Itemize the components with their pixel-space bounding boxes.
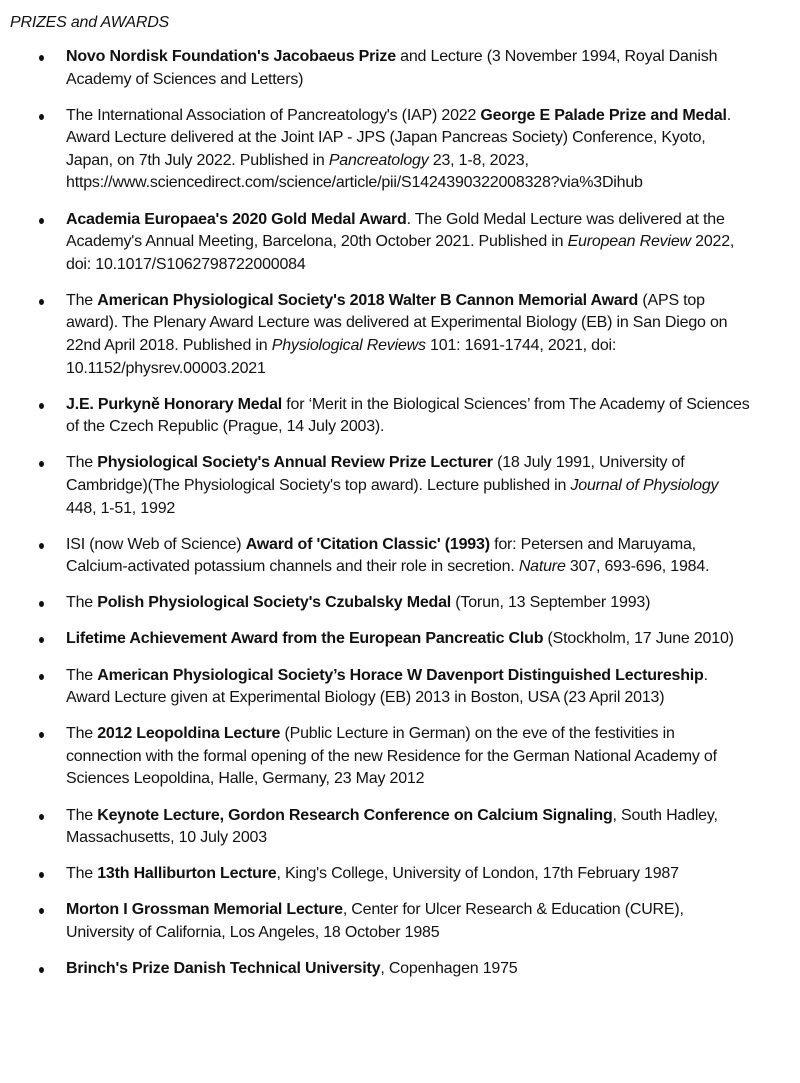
award-title: George E Palade Prize and Medal [480, 106, 727, 124]
award-title: Award of 'Citation Classic' (1993) [245, 535, 490, 553]
section-heading: PRIZES and AWARDS [10, 14, 170, 31]
award-list-item [10, 452, 790, 520]
award-list-item [10, 899, 790, 944]
award-detail: , King's College, University of London, 17th February 1987 [276, 865, 679, 883]
award-list-item [10, 805, 790, 850]
award-detail: , South Hadley, Massachusetts, 10 July 2003 [66, 806, 718, 847]
award-detail: The [66, 291, 98, 309]
award-title: American Physiological Society's 2018 Walter B Cannon Memorial Award [97, 291, 639, 309]
award-detail: (18 July 1991, University of Cambridge)(The Physiological Society's top award). Lecture published in [66, 454, 685, 494]
award-detail: . The Gold Medal Lecture was delivered at the Academy's Annual Meeting, Barcelona, 20th October 2021. Published in [66, 210, 725, 251]
award-title: Keynote Lecture, Gordon Research Conference on Calcium Signaling [97, 806, 613, 824]
award-detail: (Torun, 13 September 1993) [451, 594, 651, 612]
award-detail: . Award Lecture given at Experimental Biology (EB) 2013 in Boston, USA (23 April 2013) [66, 666, 708, 707]
award-detail: and Lecture (3 November 1994, Royal Danish Academy of Sciences and Letters) [66, 48, 718, 88]
journal-name: European Review [567, 233, 691, 251]
journal-name: Pancreatology [328, 151, 429, 169]
award-list-item [10, 534, 790, 579]
award-title: Polish Physiological Society's Czubalsky Medal [97, 594, 452, 612]
award-list-item [10, 592, 790, 615]
award-detail: , Center for Ulcer Research & Education (CURE), University of California, Los Angeles, 18 October 1985 [66, 901, 684, 941]
award-detail: The [66, 725, 98, 743]
award-title: Academia Europaea's 2020 Gold Medal Award [66, 210, 407, 228]
journal-name: Nature [518, 558, 566, 576]
award-detail: 307, 693-696, 1984. [565, 558, 710, 576]
award-list-item [10, 394, 790, 439]
award-list-item [10, 958, 790, 981]
award-title: Novo Nordisk Foundation's Jacobaeus Prize [66, 48, 396, 65]
journal-name: Journal of Physiology [570, 477, 719, 494]
award-list-item [10, 46, 790, 91]
award-title: Lifetime Achievement Award from the European Pancreatic Club [66, 630, 544, 648]
award-detail: for: Petersen and Maruyama, Calcium-activated potassium channels and their role in secretion. [66, 535, 696, 576]
award-title: 2012 Leopoldina Lecture [97, 725, 281, 743]
award-detail: 2022, doi: 10.1017/S1062798722000084 [66, 233, 735, 273]
award-detail: The [66, 865, 98, 883]
award-detail: The [66, 594, 98, 612]
award-detail: The International Association of Pancreatology's (IAP) 2022 [66, 106, 481, 124]
award-detail: (Public Lecture in German) on the eve of the festivities in connection with the formal opening of the new Residence for the German National Academy of Sciences Leopoldina, Halle, Germany, 23 May 2012 [66, 725, 717, 788]
award-title: Morton I Grossman Memorial Lecture [66, 901, 343, 919]
award-title: Physiological Society's Annual Review Prize Lecturer [97, 454, 493, 472]
journal-name: Physiological Reviews [271, 337, 426, 355]
award-title: J.E. Purkyně Honorary Medal [66, 395, 283, 413]
award-title: American Physiological Society’s Horace W Davenport Distinguished Lectureship [97, 666, 704, 684]
award-title: 13th Halliburton Lecture [97, 865, 277, 883]
award-list-item [10, 665, 790, 710]
award-detail: 23, 1-8, 2023, https://www.sciencedirect.com/science/article/pii/S1424390322008328?via%3Dihub [66, 151, 643, 192]
award-list-item [10, 628, 790, 651]
award-list-item [10, 209, 790, 277]
award-detail: The [66, 806, 98, 824]
award-detail: ISI (now Web of Science) [66, 535, 246, 553]
award-detail: (Stockholm, 17 June 2010) [543, 630, 734, 648]
award-list-item [10, 290, 790, 380]
award-detail: for ‘Merit in the Biological Sciences’ from The Academy of Sciences of the Czech Republic (Prague, 14 July 2003). [66, 395, 750, 436]
award-detail: , Copenhagen 1975 [380, 960, 518, 977]
award-title: Brinch's Prize Danish Technical University [66, 960, 381, 977]
award-detail: 448, 1-51, 1992 [66, 499, 176, 517]
awards-list [10, 46, 790, 981]
award-detail: . Award Lecture delivered at the Joint IAP - JPS (Japan Pancreas Society) Conference, Kyoto, Japan, on 7th July 2022. Published in [66, 106, 732, 169]
award-detail: The [66, 454, 98, 472]
award-detail: (APS top award). The Plenary Award Lecture was delivered at Experimental Biology (EB) in San Diego on 22nd April 2018. Published in [66, 291, 728, 355]
award-list-item [10, 863, 790, 886]
award-detail: 101: 1691-1744, 2021, doi: 10.1152/physrev.00003.2021 [66, 337, 617, 377]
award-list-item [10, 723, 790, 791]
award-list-item [10, 105, 790, 195]
award-detail: The [66, 666, 98, 684]
